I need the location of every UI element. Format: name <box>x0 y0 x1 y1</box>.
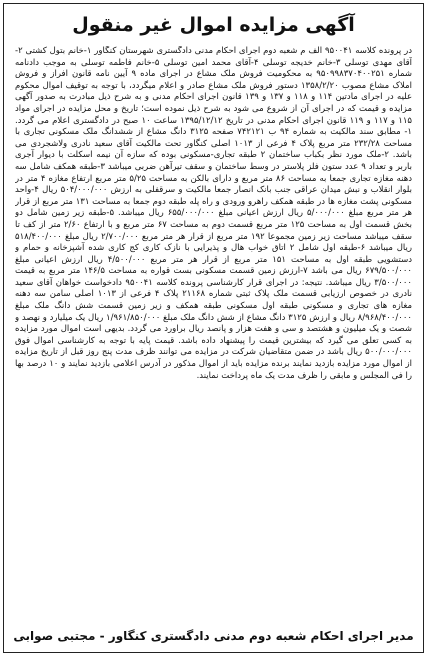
notice-title: آگهی مزایده اموال غیر منقول <box>72 14 355 36</box>
notice-signature: مدیر اجرای احکام شعبه دوم مدنی دادگستری کنگاور - مجتبی صوابی <box>13 629 414 643</box>
auction-notice <box>3 3 424 653</box>
notice-body: در پرونده کلاسه ۹۵۰۰۴۱ الف م شعبه دوم اجرای احکام مدنی دادگستری شهرستان کنگاور ۱-خانم بتول کشتی ۲-آقای مهدی توسلی ۳-خانم خدیجه توسلی ۴-آقای محمد امین توسلی ۵-خانم فاطمه توسلی به موجب دادنامه شماره ۹۵۰۹۹۸۳۷۰۴۰۰۲۵۱ به محکومیت فروش ملک مشاع در اجرای ماده ۹ آیین نامه قانون افراز و فروش املاک مشاع مصوب ۱۳۵۸/۲/۲۰ دستور فروش ملک مشاع صادر و اعلام میگردد، با توجه به توقیف اموال محکوم علیه در اجرای مادتین ۱۱۴ و ۱۱۸ و ۱۳۷ و ۱۳۹ قانون اجرای احکام مدنی و به شرح ذیل مبادرت به صدور آگهی مزایده و قیمت که در اجرای آن از شروع می شود به شرح ذیل نموده است؛ تاریخ و محل مزایده در اجرای مواد ۱۱۵ و ۱۱۷ و ۱۱۹ قانون اجرای احکام مدنی در تاریخ ۱۳۹۵/۱۲/۱۲ ساعت ۱۰ صبح در دادگستری اعلام می گردد. ۱- مطابق سند مالکیت به شماره ۹۴ ب ۷۴۲۱۲۱ صفحه ۳۱۲۵ دانگ مشاع از ششدانگ ملک مسکونی تجاری با مساحت ۲۳۲/۲۸ متر مربع پلاک ۴ فرعی از ۱۰۱۳ اصلی کنگاور تحت مالکیت آقای سعید نادری ولاشجردی می باشد. ۲-ملک مورد نظر بکباب ساختمان ۲ طبقه تجاری-مسکونی بوده که سازه آن نیمه اسکلت با دیوار آجری باربر و تعداد ۹ عدد ستون فلز پلاستر در وسط ساختمان و سقف تیرآهن ضربی میباشد ۳-طبقه همکف شامل سه دهنه مغازه تجاری جمعا به مساحت ۸۶ متر مربع و دارای بالکن به مساحت ۵/۲۵ متر مربع ارتفاع مغازه ۴ متر در بلوار انقلاب و نبش میدان عراقی جنب بانک انصار جمعا مالکیت و سرقفلی به ارزش ۵۰۴/۰۰۰/۰۰۰ ریال ۴-واحد مسکونی پشت مغازه ها در طبقه همکف راهرو ورودی و راه پله طبقه دوم جمعا به مساحت ۱۳۱ متر مربع از قرار هر متر مربع مبلغ ۵/۰۰۰/۰۰۰ ریال ارزش اعیانی مبلغ ۶۵۵/۰۰۰/۰۰۰ ریال میباشد. ۵-طبقه زیر زمین شامل دو بخش قسمت اول به مساحت ۱۲۵ متر مربع قسمت دوم به مساحت ۶۷ متر مربع و با ارتفاع ۲/۶۰ متر از کف تا سقف میباشد مساحت زیر زمین مجموعا ۱۹۲ متر مربع از قرار هر متر مربع ۲/۷۰۰/۰۰۰ ریال مبلغ ۵۱۸/۴۰۰/۰۰۰ ریال میباشد ۶-طبقه اول شامل ۲ اتاق خواب هال و پذیرایی با نازک کاری کج کاری شده آشپزخانه و حمام و دستشویی طبقه اول به مساحت ۱۵۱ متر مربع از قرار هر متر مربع ۴/۵۰۰/۰۰۰ ریال ارزش اعیانی مبلغ ۶۷۹/۵۰۰/۰۰۰ ریال می باشد ۷-ارزش زمین قسمت مسکونی بست قواره به مساحت ۱۴۶/۵ متر مربع به قیمت ۳/۵۰۰/۰۰۰ ریال میباشد. نتیجه: در اجرای قرار کارشناسی پرونده کلاسه ۹۵۰۰۴۱ دادخواست خواهان آقای سعید نادری در خصوص ارزیابی قسمت ملک پلاک ثبتی شماره ۲۱۱۶۸ پلاک ۴ فرعی از ۱۰۱۳ اصلی سامن سه دهنه مغازه های تجاری و مسکونی طبقه اول مسکونی طبقه همکف و زیر زمین قسمت شش دانگ ملک مبلغ ۸/۹۶۸/۴۰۰/۰۰۰ ریال و ارزش ۳۱۲۵ دانگ مشاع از شش دانگ ملک مبلغ ۱/۹۶۱/۸۵۰/۰۰۰ ریال یک میلیارد و نهصد و شصت و یک میلیون و هشتصد و سی و هفت هزار و پانصد ریال براورد می گردد. بدیهی است اموال مورد مزایده به کسی تعلق می گیرد که بیشترین قیمت را پیشنهاد داده باشد. قیمت پایه با توجه به کارشناسی اموال فوق ۵۰۰/۰۰۰/۰۰۰ ریال باشد در ضمن متقاضیان شرکت در مزایده می توانند ظرف مدت پنج روز قبل از تاریخ مزایده از اموال مورد مزایده بازدید نمایند برنده مزایده باید از اموال مذکور در آدرس اعلامی بازدید نمایند و ۱۰ درصد بها را فی المجلس و مابقی را ظرف مدت یک ماه پرداخت نمایند. <box>15 46 412 381</box>
